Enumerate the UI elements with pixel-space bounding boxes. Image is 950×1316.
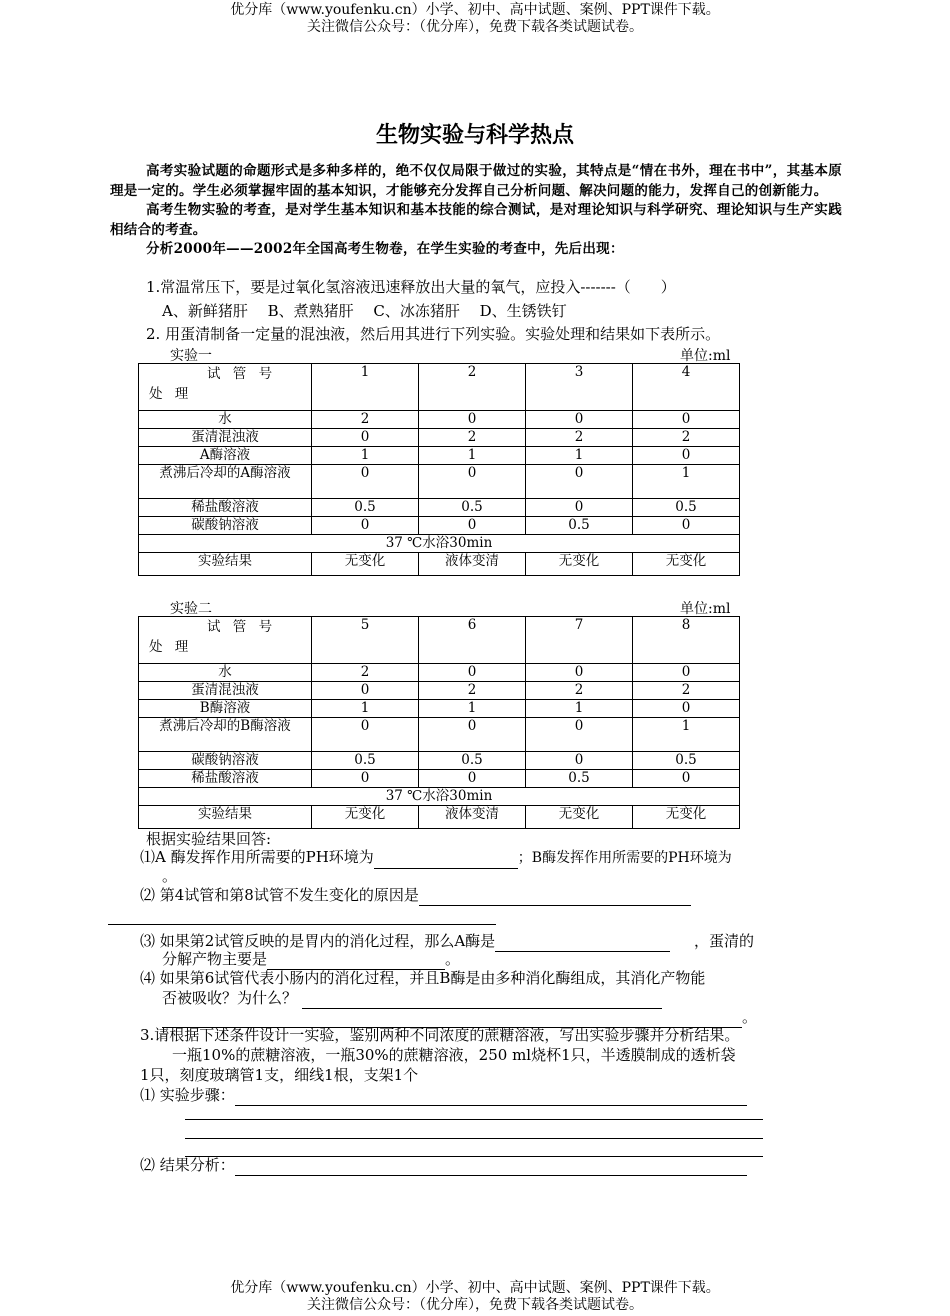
cell: 2	[526, 429, 633, 447]
exp2-unit: 单位:ml	[680, 601, 731, 617]
table-row	[139, 517, 740, 535]
cell: 1	[312, 447, 419, 465]
table-row	[139, 664, 740, 682]
table-header-row	[139, 364, 740, 411]
sub-question-3-end: 。	[445, 950, 461, 968]
cell: 0.5	[312, 752, 419, 770]
treatment-label: 处 理	[149, 639, 193, 655]
intro	[110, 162, 842, 260]
header-cell	[139, 364, 312, 411]
table-row	[139, 752, 740, 770]
sub-question-4: ⑷ 如果第6试管代表小肠内的消化过程，并且B酶是由多种消化酶组成，其消化产物能	[140, 969, 706, 987]
answer-blank-steps-1[interactable]	[235, 1105, 747, 1106]
header-line-2: 关注微信公众号：（优分库），免费下载各类试题试卷。	[307, 19, 643, 35]
cell: 0	[419, 465, 526, 499]
table-row	[139, 429, 740, 447]
cell: 2	[419, 429, 526, 447]
q1-stem: 1.常温常压下，要是过氧化氢溶液迅速释放出大量的氧气，应投入-------（ ）	[146, 278, 676, 296]
tube-header: 8	[633, 617, 740, 664]
cell: 0	[312, 770, 419, 788]
answer-blank-steps-3[interactable]	[185, 1138, 763, 1139]
tube-header: 4	[633, 364, 740, 411]
treatment-label: 处 理	[149, 386, 193, 402]
water-bath-condition: 37 ℃水浴30min	[139, 788, 740, 806]
tube-header: 5	[312, 617, 419, 664]
tube-header: 2	[419, 364, 526, 411]
tube-number-label: 试 管 号	[207, 366, 277, 382]
table-row	[139, 788, 740, 806]
q3-steps-label: ⑴ 实验步骤：	[140, 1086, 235, 1104]
sub-question-1-end: 。	[162, 867, 178, 885]
cell: 0	[633, 447, 740, 465]
cell: 0	[526, 752, 633, 770]
cell: 0	[312, 718, 419, 752]
cell: 0	[312, 517, 419, 535]
q3-materials-2: 1只，刻度玻璃管1支，细线1根，支架1个	[140, 1066, 419, 1084]
table-row	[139, 465, 740, 499]
sub-question-1-text-a: ⑴A 酶发挥作用所需要的PH环境为	[140, 848, 374, 866]
table-row	[139, 770, 740, 788]
exp1-unit: 单位:ml	[680, 348, 731, 364]
q3-materials-1: 一瓶10%的蔗糖溶液，一瓶30%的蔗糖溶液，250 ml烧杯1只，半透膜制成的透析袋	[172, 1046, 736, 1064]
row-label: 煮沸后冷却的A酶溶液	[139, 465, 312, 499]
cell: 0.5	[312, 499, 419, 517]
intro-paragraph-2: 高考生物实验的考查，是对学生基本知识和基本技能的综合测试，是对理论知识与科学研究、理论知识与生产实践相结合的考查。	[110, 202, 842, 238]
sub-question-2-text: ⑵ 第4试管和第8试管不发生变化的原因是	[140, 886, 419, 904]
answer-blank-reason[interactable]	[419, 905, 691, 906]
answer-blank-steps-2[interactable]	[185, 1119, 763, 1120]
footer-line-1: 优分库（www.youfenku.cn）小学、初中、高中试题、案例、PPT课件下载。	[230, 1280, 720, 1296]
answer-blank-a-ph[interactable]	[374, 868, 518, 869]
exp1-label: 实验一	[170, 348, 212, 364]
table-row	[139, 718, 740, 752]
cell: 2	[633, 429, 740, 447]
row-label: A酶溶液	[139, 447, 312, 465]
cell: 1	[633, 718, 740, 752]
result-cell: 液体变清	[419, 553, 526, 576]
cell: 1	[419, 700, 526, 718]
cell: 0	[633, 411, 740, 429]
cell: 0	[633, 700, 740, 718]
tube-header: 6	[419, 617, 526, 664]
sub-question-1	[140, 846, 732, 869]
result-cell: 无变化	[633, 553, 740, 576]
header-cell	[139, 617, 312, 664]
sub-question-3-text-a: ⑶ 如果第2试管反映的是胃内的消化过程，那么A酶是	[140, 932, 496, 950]
q3-steps	[140, 1084, 747, 1106]
cell: 0	[419, 411, 526, 429]
cell: 0.5	[633, 752, 740, 770]
row-label: B酶溶液	[139, 700, 312, 718]
tube-header: 1	[312, 364, 419, 411]
cell: 1	[312, 700, 419, 718]
table-row	[139, 682, 740, 700]
sub-question-1-text-b: ；B酶发挥作用所需要的PH环境为	[517, 850, 732, 866]
cell: 0.5	[526, 517, 633, 535]
water-bath-condition: 37 ℃水浴30min	[139, 535, 740, 553]
exp2-label: 实验二	[170, 601, 212, 617]
cell: 0	[419, 770, 526, 788]
cell: 0	[526, 411, 633, 429]
intro-paragraph-1: 高考实验试题的命题形式是多种多样的，绝不仅仅局限于做过的实验，其特点是“情在书外，理在书中”，其基本原理是一定的。学生必须掌握牢固的基本知识，才能够充分发挥自己分析问题、解决问题的能力，发挥自己的创新能力。	[110, 163, 842, 199]
cell: 2	[633, 682, 740, 700]
row-label: 碳酸钠溶液	[139, 752, 312, 770]
q3-analysis-label: ⑵ 结果分析：	[140, 1156, 235, 1174]
cell: 2	[419, 682, 526, 700]
sub-question-2	[140, 884, 691, 906]
cell: 0	[419, 718, 526, 752]
cell: 0	[526, 499, 633, 517]
cell: 0.5	[633, 499, 740, 517]
result-cell: 无变化	[526, 806, 633, 829]
cell: 0	[526, 465, 633, 499]
row-label: 实验结果	[139, 806, 312, 829]
q3-analysis	[140, 1154, 747, 1176]
table-row	[139, 499, 740, 517]
q2-stem: 2. 用蛋清制备一定量的混浊液，然后用其进行下列实验。实验处理和结果如下表所示。	[146, 325, 721, 343]
cell: 2	[312, 411, 419, 429]
row-label: 碳酸钠溶液	[139, 517, 312, 535]
exp2-table	[138, 616, 740, 829]
cell: 1	[633, 465, 740, 499]
tube-number-label: 试 管 号	[207, 619, 277, 635]
sub-question-3-text-c: 分解产物主要是	[162, 950, 268, 968]
answer-blank-analysis[interactable]	[235, 1175, 747, 1176]
sub-question-3-text-b: ，蛋清的	[694, 932, 755, 950]
intro-paragraph-3: 分析2000年——2002年全国高考生物卷，在学生实验的考查中，先后出现：	[146, 241, 624, 257]
cell: 0	[419, 664, 526, 682]
answer-blank-reason-cont[interactable]	[108, 924, 496, 925]
cell: 0	[526, 664, 633, 682]
cell: 0	[419, 517, 526, 535]
answer-intro: 根据实验结果回答:	[146, 830, 272, 848]
table-row	[139, 447, 740, 465]
header-line-1: 优分库（www.youfenku.cn）小学、初中、高中试题、案例、PPT课件下载。	[230, 2, 720, 18]
cell: 0	[312, 465, 419, 499]
table-row	[139, 553, 740, 576]
cell: 0	[312, 682, 419, 700]
answer-blank-enzyme-a[interactable]	[495, 951, 670, 952]
cell: 1	[419, 447, 526, 465]
row-label: 水	[139, 664, 312, 682]
cell: 0.5	[526, 770, 633, 788]
row-label: 蛋清混浊液	[139, 682, 312, 700]
sub-question-4-text-b: 否被吸收？为什么？	[162, 989, 298, 1007]
row-label: 稀盐酸溶液	[139, 499, 312, 517]
table-row	[139, 700, 740, 718]
cell: 0	[633, 770, 740, 788]
cell: 0.5	[419, 499, 526, 517]
row-label: 煮沸后冷却的B酶溶液	[139, 718, 312, 752]
row-label: 蛋清混浊液	[139, 429, 312, 447]
table-row	[139, 535, 740, 553]
cell: 2	[526, 682, 633, 700]
cell: 0	[633, 517, 740, 535]
result-cell: 无变化	[526, 553, 633, 576]
q3-stem: 3.请根据下述条件设计一实验，鉴别两种不同浓度的蔗糖溶液，写出实验步骤并分析结果。	[140, 1026, 740, 1044]
row-label: 实验结果	[139, 553, 312, 576]
cell: 0	[312, 429, 419, 447]
cell: 2	[312, 664, 419, 682]
footer-line-2: 关注微信公众号：（优分库），免费下载各类试题试卷。	[307, 1297, 643, 1313]
table-row	[139, 806, 740, 829]
row-label: 水	[139, 411, 312, 429]
row-label: 稀盐酸溶液	[139, 770, 312, 788]
cell: 0	[526, 718, 633, 752]
tube-header: 3	[526, 364, 633, 411]
cell: 1	[526, 700, 633, 718]
cell: 1	[526, 447, 633, 465]
result-cell: 液体变清	[419, 806, 526, 829]
page-title: 生物实验与科学热点	[375, 123, 574, 148]
tube-header: 7	[526, 617, 633, 664]
table-row	[139, 411, 740, 429]
cell: 0	[633, 664, 740, 682]
q1-options: A、新鲜猪肝 B、煮熟猪肝 C、冰冻猪肝 D、生锈铁钉	[162, 302, 567, 320]
result-cell: 无变化	[312, 806, 419, 829]
exp1-table	[138, 363, 740, 576]
result-cell: 无变化	[312, 553, 419, 576]
cell: 0.5	[419, 752, 526, 770]
result-cell: 无变化	[633, 806, 740, 829]
table-header-row	[139, 617, 740, 664]
sub-question-4-end: 。	[742, 1008, 758, 1026]
